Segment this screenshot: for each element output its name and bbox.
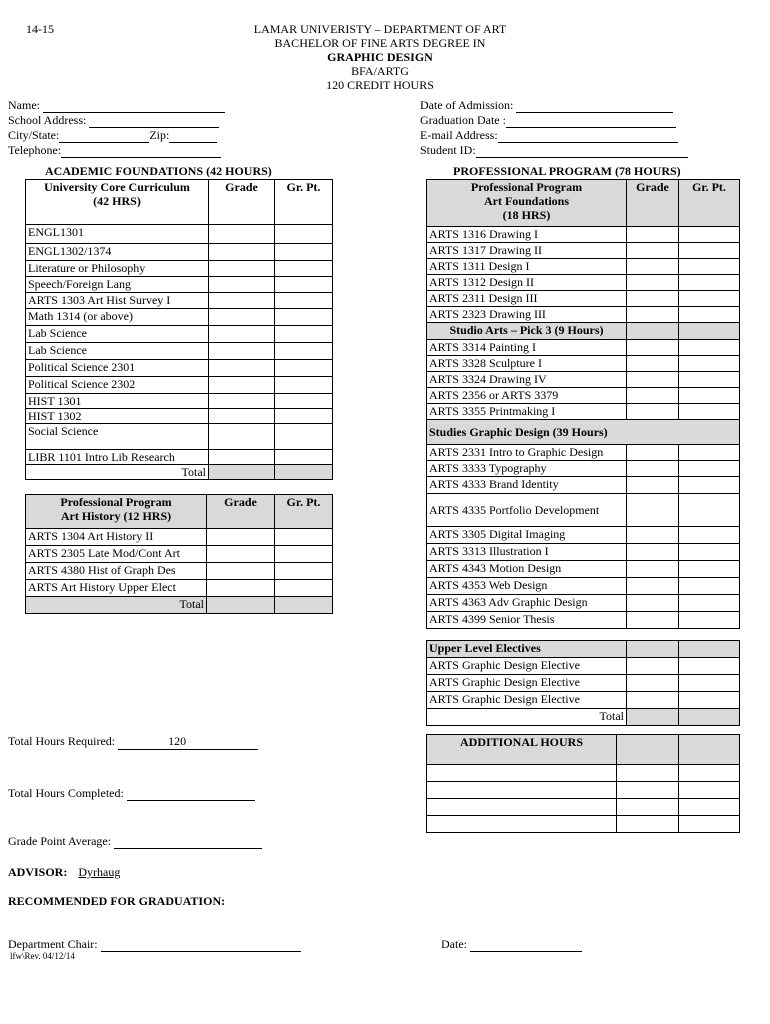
gr-pt-cell[interactable] — [679, 340, 740, 356]
grade-cell[interactable] — [627, 561, 679, 578]
date-line — [441, 937, 582, 952]
gr-pt-cell[interactable] — [679, 578, 740, 595]
course-row: ARTS 3314 Painting I — [427, 340, 627, 356]
additional-row[interactable] — [427, 816, 617, 833]
student-info-left — [8, 98, 225, 158]
grade-cell[interactable] — [209, 377, 275, 394]
total-label: Total — [427, 709, 627, 726]
course-row: ARTS 4343 Motion Design — [427, 561, 627, 578]
gr-pt-header: Gr. Pt. — [679, 180, 740, 227]
additional-row[interactable] — [427, 799, 617, 816]
gr-pt-header: Gr. Pt. — [275, 180, 333, 225]
gr-pt-cell[interactable] — [679, 561, 740, 578]
gr-pt-cell[interactable] — [275, 377, 333, 394]
grade-cell[interactable] — [209, 261, 275, 277]
total-grade-cell — [207, 597, 275, 614]
telephone-field[interactable] — [61, 145, 221, 158]
gr-pt-cell[interactable] — [275, 277, 333, 293]
studio-gr-pt-shade — [679, 323, 740, 340]
gpa-label: Grade Point Average: — [8, 834, 112, 848]
total-grade-cell — [209, 465, 275, 480]
course-row: Math 1314 (or above) — [26, 309, 209, 326]
student-info-right — [420, 98, 688, 158]
course-row: ARTS 4333 Brand Identity — [427, 477, 627, 494]
grade-cell[interactable] — [627, 544, 679, 561]
header-line-3: GRAPHIC DESIGN — [327, 50, 433, 64]
grade-cell[interactable] — [209, 450, 275, 465]
gr-pt-cell[interactable] — [275, 529, 333, 546]
zip-field[interactable] — [169, 130, 217, 143]
additional-cell[interactable] — [679, 816, 740, 833]
grade-cell[interactable] — [207, 529, 275, 546]
gr-pt-cell[interactable] — [679, 307, 740, 323]
grade-header: Grade — [209, 180, 275, 225]
grade-cell[interactable] — [627, 340, 679, 356]
course-row: ARTS 4353 Web Design — [427, 578, 627, 595]
art-history-table — [25, 494, 333, 614]
course-row: ARTS 3328 Sculpture I — [427, 356, 627, 372]
course-row: ARTS 2311 Design III — [427, 291, 627, 307]
total-gr-pt-cell — [679, 709, 740, 726]
hours-required-line — [8, 734, 258, 750]
electives-gr-pt-shade — [679, 641, 740, 658]
course-row: ENGL1302/1374 — [26, 244, 209, 261]
course-row: ARTS 4380 Hist of Graph Des — [26, 563, 207, 580]
chair-line — [8, 937, 301, 952]
telephone-label: Telephone: — [8, 143, 62, 157]
grade-cell[interactable] — [627, 494, 679, 527]
grade-cell[interactable] — [627, 445, 679, 461]
additional-hours-header: ADDITIONAL HOURS — [427, 735, 617, 765]
elective-row: ARTS Graphic Design Elective — [427, 692, 627, 709]
grade-cell[interactable] — [627, 477, 679, 494]
hours-completed-line — [8, 786, 255, 801]
course-row: HIST 1301 — [26, 394, 209, 409]
course-row: Political Science 2302 — [26, 377, 209, 394]
graduation-label: Graduation Date : — [420, 113, 506, 127]
grade-cell[interactable] — [627, 356, 679, 372]
gr-pt-cell[interactable] — [679, 227, 740, 243]
course-row: ARTS 1316 Drawing I — [427, 227, 627, 243]
hours-completed-label: Total Hours Completed: — [8, 786, 124, 800]
course-row: HIST 1302 — [26, 409, 209, 424]
course-row: Lab Science — [26, 343, 209, 360]
city-state-label: City/State: — [8, 128, 60, 142]
grade-cell[interactable] — [627, 243, 679, 259]
course-row: ENGL1301 — [26, 225, 209, 244]
additional-col-2 — [617, 735, 679, 765]
gr-pt-cell[interactable] — [275, 424, 333, 450]
grade-cell[interactable] — [627, 372, 679, 388]
grade-cell[interactable] — [209, 360, 275, 377]
additional-cell[interactable] — [617, 765, 679, 782]
advisor-label: ADVISOR: — [8, 865, 68, 879]
course-row: Political Science 2301 — [26, 360, 209, 377]
grade-cell[interactable] — [209, 326, 275, 343]
grade-cell[interactable] — [627, 388, 679, 404]
course-row: ARTS 2305 Late Mod/Cont Art — [26, 546, 207, 563]
professional-header: Professional Program Art Foundations (18 HRS) — [427, 180, 627, 227]
gr-pt-cell[interactable] — [679, 692, 740, 709]
grade-cell[interactable] — [209, 343, 275, 360]
gr-pt-cell[interactable] — [679, 544, 740, 561]
grade-cell[interactable] — [209, 424, 275, 450]
course-row: ARTS 1311 Design I — [427, 259, 627, 275]
additional-cell[interactable] — [679, 765, 740, 782]
total-label: Total — [26, 597, 207, 614]
header-line-2: BACHELOR OF FINE ARTS DEGREE IN — [274, 36, 486, 50]
revision-note: lfw\Rev. 04/12/14 — [10, 951, 75, 961]
additional-row[interactable] — [427, 765, 617, 782]
graphic-design-header: Studies Graphic Design (39 Hours) — [427, 420, 740, 445]
school-address-field[interactable] — [89, 115, 219, 128]
grade-cell[interactable] — [209, 225, 275, 244]
header-line-5: 120 CREDIT HOURS — [326, 78, 434, 92]
additional-cell[interactable] — [617, 782, 679, 799]
email-field[interactable] — [498, 130, 678, 143]
grade-cell[interactable] — [627, 612, 679, 629]
additional-cell[interactable] — [617, 799, 679, 816]
grade-cell[interactable] — [207, 546, 275, 563]
gr-pt-cell[interactable] — [275, 326, 333, 343]
academic-foundations-title: ACADEMIC FOUNDATIONS (42 HOURS) — [45, 164, 272, 178]
grade-cell[interactable] — [627, 227, 679, 243]
course-row: ARTS 3355 Printmaking I — [427, 404, 627, 420]
gr-pt-cell[interactable] — [679, 388, 740, 404]
course-row: ARTS 3313 Illustration I — [427, 544, 627, 561]
gr-pt-cell[interactable] — [275, 546, 333, 563]
grade-cell[interactable] — [209, 309, 275, 326]
chair-label: Department Chair: — [8, 937, 98, 951]
admission-field[interactable] — [516, 100, 673, 113]
elective-row: ARTS Graphic Design Elective — [427, 658, 627, 675]
electives-header: Upper Level Electives — [427, 641, 627, 658]
city-state-field[interactable] — [59, 130, 149, 143]
gr-pt-cell[interactable] — [275, 450, 333, 465]
advisor-line — [8, 865, 120, 880]
course-row: ARTS 2323 Drawing III — [427, 307, 627, 323]
name-label: Name: — [8, 98, 40, 112]
recommended-label: RECOMMENDED FOR GRADUATION: — [8, 894, 226, 908]
elective-row: ARTS Graphic Design Elective — [427, 675, 627, 692]
professional-program-table — [426, 179, 740, 629]
gr-pt-cell[interactable] — [679, 356, 740, 372]
course-row: ARTS 4335 Portfolio Development — [427, 494, 627, 527]
header-line-1: LAMAR UNIVERISTY – DEPARTMENT OF ART — [253, 22, 507, 36]
student-id-field[interactable] — [476, 145, 688, 158]
hours-required-value: 120 — [118, 734, 258, 750]
course-row: ARTS 3324 Drawing IV — [427, 372, 627, 388]
grade-cell[interactable] — [209, 293, 275, 309]
gr-pt-cell[interactable] — [679, 259, 740, 275]
grade-cell[interactable] — [627, 259, 679, 275]
email-label: E-mail Address: — [420, 128, 498, 142]
total-gr-pt-cell — [275, 597, 333, 614]
electives-table — [426, 640, 740, 726]
chair-signature-field[interactable] — [101, 939, 301, 952]
grade-cell[interactable] — [627, 461, 679, 477]
grade-cell[interactable] — [209, 277, 275, 293]
header-line-4: BFA/ARTG — [351, 64, 409, 78]
grade-cell[interactable] — [627, 404, 679, 420]
gr-pt-cell[interactable] — [275, 293, 333, 309]
gr-pt-cell[interactable] — [679, 291, 740, 307]
gr-pt-cell[interactable] — [679, 404, 740, 420]
gr-pt-cell[interactable] — [275, 343, 333, 360]
course-row: Literature or Philosophy — [26, 261, 209, 277]
additional-cell[interactable] — [679, 799, 740, 816]
year-label: 14-15 — [26, 22, 54, 36]
advisor-value: Dyrhaug — [78, 865, 121, 879]
grade-header: Grade — [207, 495, 275, 529]
grade-cell[interactable] — [207, 563, 275, 580]
additional-hours-table — [426, 734, 740, 833]
grade-cell[interactable] — [209, 394, 275, 409]
date-label: Date: — [441, 937, 467, 951]
school-address-label: School Address: — [8, 113, 87, 127]
art-history-header: Professional Program Art History (12 HRS) — [26, 495, 207, 529]
total-grade-cell — [627, 709, 679, 726]
zip-label: Zip: — [149, 128, 170, 142]
total-gr-pt-cell — [275, 465, 333, 480]
grade-cell[interactable] — [627, 291, 679, 307]
course-row: ARTS 2356 or ARTS 3379 — [427, 388, 627, 404]
course-row: ARTS 4363 Adv Graphic Design — [427, 595, 627, 612]
gr-pt-cell[interactable] — [275, 309, 333, 326]
grade-cell[interactable] — [627, 692, 679, 709]
additional-row[interactable] — [427, 782, 617, 799]
document-header — [185, 22, 575, 92]
grade-cell[interactable] — [627, 578, 679, 595]
grade-cell[interactable] — [207, 580, 275, 597]
additional-cell[interactable] — [617, 816, 679, 833]
admission-label: Date of Admission: — [420, 98, 514, 112]
hours-required-label: Total Hours Required: — [8, 734, 116, 748]
grade-header: Grade — [627, 180, 679, 227]
studio-arts-header: Studio Arts – Pick 3 (9 Hours) — [427, 323, 627, 340]
course-row: ARTS 2331 Intro to Graphic Design — [427, 445, 627, 461]
gr-pt-cell[interactable] — [275, 394, 333, 409]
gr-pt-cell[interactable] — [679, 527, 740, 544]
grade-cell[interactable] — [627, 307, 679, 323]
gr-pt-header: Gr. Pt. — [275, 495, 333, 529]
course-row: ARTS 3305 Digital Imaging — [427, 527, 627, 544]
course-row: ARTS 3333 Typography — [427, 461, 627, 477]
course-row: ARTS 1317 Drawing II — [427, 243, 627, 259]
gr-pt-cell[interactable] — [275, 409, 333, 424]
electives-grade-shade — [627, 641, 679, 658]
academic-foundations-table — [25, 179, 333, 480]
gr-pt-cell[interactable] — [679, 243, 740, 259]
gr-pt-cell[interactable] — [679, 494, 740, 527]
total-label: Total — [26, 465, 209, 480]
name-field[interactable] — [43, 100, 225, 113]
gr-pt-cell[interactable] — [275, 225, 333, 244]
professional-program-title: PROFESSIONAL PROGRAM (78 HOURS) — [453, 164, 681, 178]
gr-pt-cell[interactable] — [679, 595, 740, 612]
gr-pt-cell[interactable] — [679, 658, 740, 675]
gr-pt-cell[interactable] — [275, 244, 333, 261]
gr-pt-cell[interactable] — [275, 360, 333, 377]
course-row: ARTS 1304 Art History II — [26, 529, 207, 546]
gr-pt-cell[interactable] — [275, 261, 333, 277]
course-row: Lab Science — [26, 326, 209, 343]
gr-pt-cell[interactable] — [275, 563, 333, 580]
gr-pt-cell[interactable] — [679, 477, 740, 494]
graduation-field[interactable] — [506, 115, 676, 128]
course-row: ARTS 4399 Senior Thesis — [427, 612, 627, 629]
grade-cell[interactable] — [627, 595, 679, 612]
gr-pt-cell[interactable] — [679, 461, 740, 477]
grade-cell[interactable] — [627, 675, 679, 692]
gr-pt-cell[interactable] — [275, 580, 333, 597]
gr-pt-cell[interactable] — [679, 372, 740, 388]
gr-pt-cell[interactable] — [679, 612, 740, 629]
student-id-label: Student ID: — [420, 143, 476, 157]
core-header-cell: University Core Curriculum (42 HRS) — [26, 180, 209, 225]
grade-cell[interactable] — [627, 658, 679, 675]
gr-pt-cell[interactable] — [679, 675, 740, 692]
gpa-line — [8, 834, 262, 849]
additional-col-3 — [679, 735, 740, 765]
course-row: LIBR 1101 Intro Lib Research — [26, 450, 209, 465]
gr-pt-cell[interactable] — [679, 275, 740, 291]
gpa-field[interactable] — [114, 836, 262, 849]
gr-pt-cell[interactable] — [679, 445, 740, 461]
grade-cell[interactable] — [209, 409, 275, 424]
course-row: ARTS 1312 Design II — [427, 275, 627, 291]
grade-cell[interactable] — [627, 527, 679, 544]
studio-grade-shade — [627, 323, 679, 340]
course-row: ARTS 1303 Art Hist Survey I — [26, 293, 209, 309]
course-row: Speech/Foreign Lang — [26, 277, 209, 293]
grade-cell[interactable] — [209, 244, 275, 261]
additional-cell[interactable] — [679, 782, 740, 799]
date-field[interactable] — [470, 939, 582, 952]
course-row: ARTS Art History Upper Elect — [26, 580, 207, 597]
course-row: Social Science — [26, 424, 209, 450]
grade-cell[interactable] — [627, 275, 679, 291]
hours-completed-field[interactable] — [127, 788, 255, 801]
